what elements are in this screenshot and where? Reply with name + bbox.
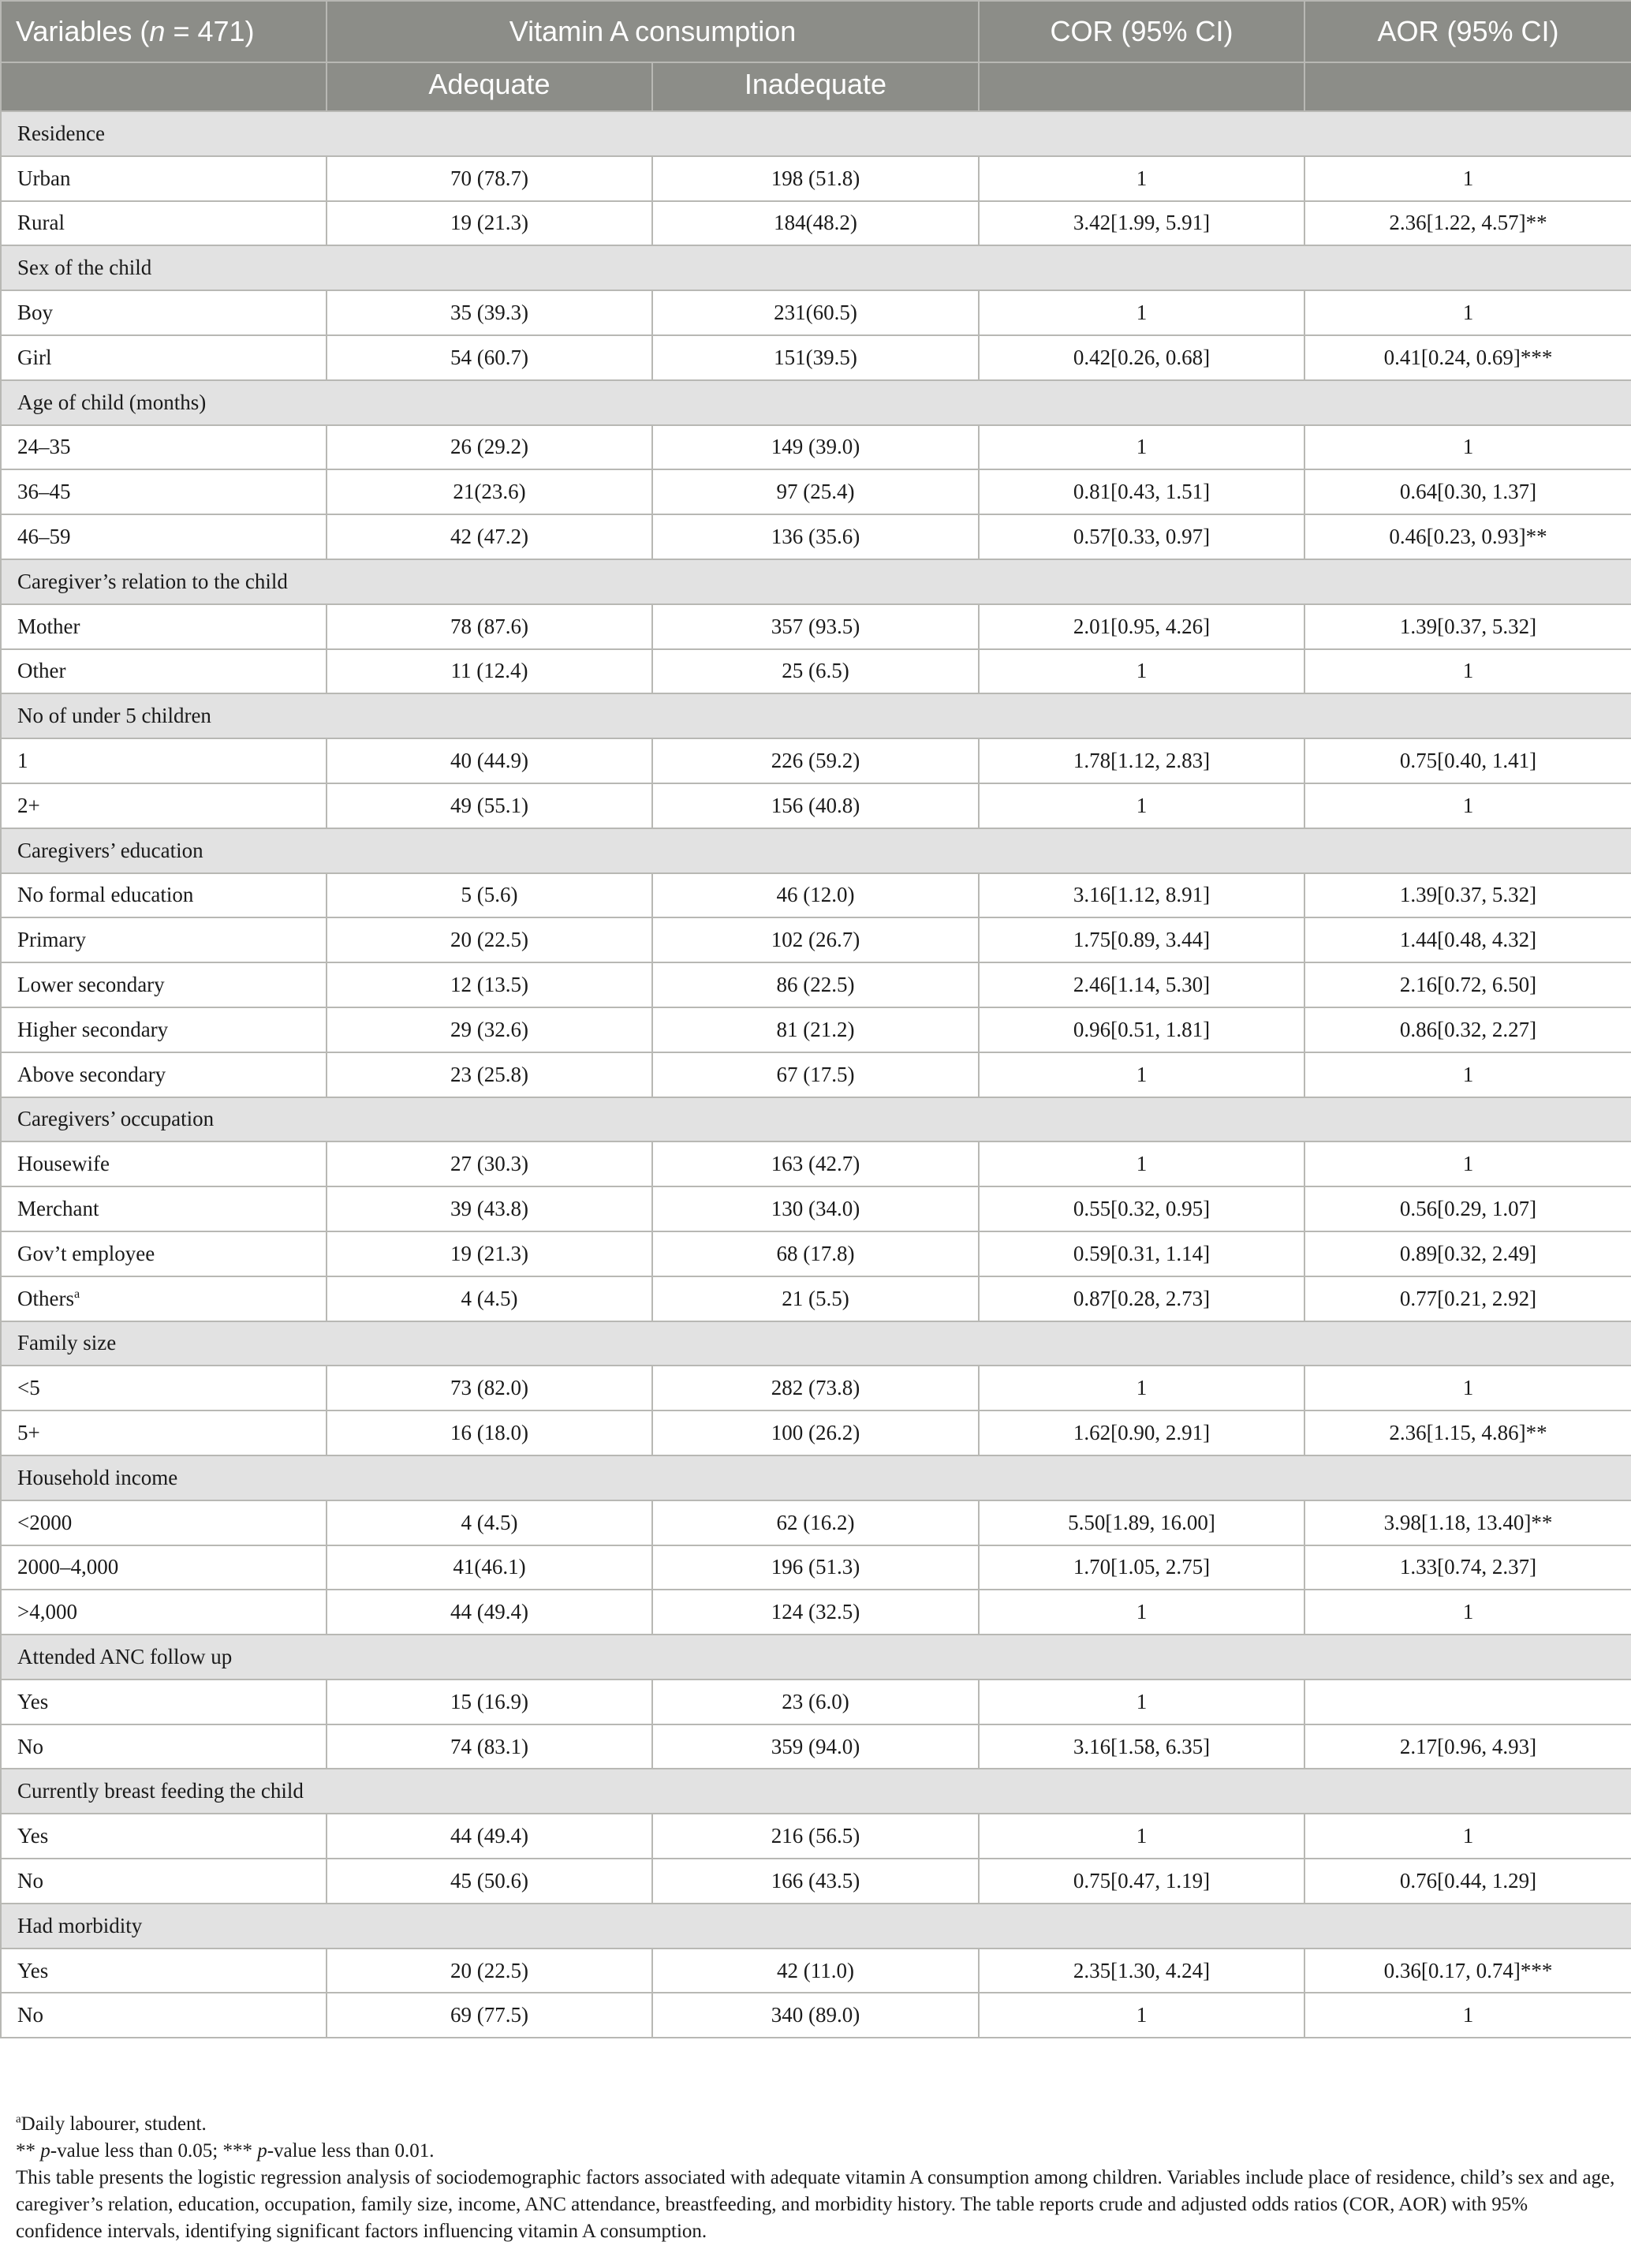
cell-inadequate: 163 (42.7) — [652, 1141, 979, 1186]
table-row — [1, 738, 1631, 783]
row-label — [1, 1993, 327, 2038]
table-row — [1, 514, 1631, 559]
cell-adequate: 78 (87.6) — [327, 604, 652, 649]
row-label-text: 1 — [17, 749, 28, 773]
cell-adequate: 45 (50.6) — [327, 1859, 652, 1904]
cell-aor: 2.16[0.72, 6.50] — [1304, 962, 1631, 1007]
row-label — [1, 1186, 327, 1231]
cell-aor: 0.77[0.21, 2.92] — [1304, 1276, 1631, 1321]
row-label-text: Boy — [17, 301, 54, 325]
cell-adequate: 4 (4.5) — [327, 1500, 652, 1545]
table-row — [1, 201, 1631, 246]
table-row — [1, 1186, 1631, 1231]
cell-cor: 3.16[1.58, 6.35] — [979, 1724, 1304, 1769]
cell-aor: 1 — [1304, 1366, 1631, 1410]
row-label — [1, 201, 327, 246]
cell-aor: 0.76[0.44, 1.29] — [1304, 1859, 1631, 1904]
cell-inadequate: 124 (32.5) — [652, 1590, 979, 1635]
header-inadequate: Inadequate — [652, 62, 979, 111]
section-title: Attended ANC follow up — [1, 1635, 1631, 1680]
cell-adequate: 19 (21.3) — [327, 201, 652, 246]
row-label — [1, 1366, 327, 1410]
cell-cor: 0.57[0.33, 0.97] — [979, 514, 1304, 559]
section-row — [1, 1769, 1631, 1814]
row-label-text: No — [17, 2003, 43, 2027]
table-row — [1, 1052, 1631, 1097]
cell-cor: 1 — [979, 1141, 1304, 1186]
table-row — [1, 1410, 1631, 1455]
cell-inadequate: 196 (51.3) — [652, 1545, 979, 1590]
row-label-text: 46–59 — [17, 525, 71, 549]
section-title: Household income — [1, 1455, 1631, 1500]
cell-cor: 1 — [979, 1590, 1304, 1635]
cell-inadequate: 130 (34.0) — [652, 1186, 979, 1231]
cell-aor: 0.86[0.32, 2.27] — [1304, 1007, 1631, 1052]
cell-adequate: 74 (83.1) — [327, 1724, 652, 1769]
cell-adequate: 20 (22.5) — [327, 917, 652, 962]
cell-inadequate: 166 (43.5) — [652, 1859, 979, 1904]
row-label-text: No — [17, 1734, 43, 1758]
table-row — [1, 1724, 1631, 1769]
cell-cor: 1 — [979, 1680, 1304, 1724]
row-label-text: 5+ — [17, 1421, 40, 1444]
cell-aor: 0.75[0.40, 1.41] — [1304, 738, 1631, 783]
cell-cor: 1 — [979, 156, 1304, 201]
cell-inadequate: 25 (6.5) — [652, 649, 979, 694]
header-blank — [1304, 62, 1631, 111]
section-row — [1, 1635, 1631, 1680]
cell-aor: 1 — [1304, 1052, 1631, 1097]
cell-inadequate: 216 (56.5) — [652, 1814, 979, 1859]
cell-cor: 1 — [979, 290, 1304, 335]
header-blank — [1, 62, 327, 111]
row-label-text: No — [17, 1868, 43, 1892]
cell-adequate: 44 (49.4) — [327, 1814, 652, 1859]
cell-adequate: 40 (44.9) — [327, 738, 652, 783]
cell-adequate: 27 (30.3) — [327, 1141, 652, 1186]
header-row-2 — [1, 62, 1631, 111]
cell-adequate: 41(46.1) — [327, 1545, 652, 1590]
table-row — [1, 290, 1631, 335]
cell-aor: 1.44[0.48, 4.32] — [1304, 917, 1631, 962]
row-label-text: >4,000 — [17, 1600, 77, 1624]
cell-cor: 3.42[1.99, 5.91] — [979, 201, 1304, 246]
row-label-text: Girl — [17, 345, 52, 369]
cell-aor: 0.56[0.29, 1.07] — [1304, 1186, 1631, 1231]
section-title: No of under 5 children — [1, 693, 1631, 738]
table-row — [1, 962, 1631, 1007]
row-label — [1, 1276, 327, 1321]
table-row — [1, 917, 1631, 962]
section-title: Sex of the child — [1, 245, 1631, 290]
cell-aor: 2.17[0.96, 4.93] — [1304, 1724, 1631, 1769]
cell-adequate: 39 (43.8) — [327, 1186, 652, 1231]
cell-aor: 1 — [1304, 1590, 1631, 1635]
section-row — [1, 559, 1631, 604]
row-label — [1, 335, 327, 380]
cell-inadequate: 81 (21.2) — [652, 1007, 979, 1052]
cell-aor: 1.33[0.74, 2.37] — [1304, 1545, 1631, 1590]
cell-adequate: 20 (22.5) — [327, 1949, 652, 1993]
row-label-text: 2000–4,000 — [17, 1555, 119, 1579]
cell-cor: 0.96[0.51, 1.81] — [979, 1007, 1304, 1052]
cell-cor: 1 — [979, 1993, 1304, 2038]
row-label — [1, 1949, 327, 1993]
cell-inadequate: 21 (5.5) — [652, 1276, 979, 1321]
cell-cor: 1 — [979, 1366, 1304, 1410]
cell-cor: 1 — [979, 783, 1304, 828]
row-label-text: Primary — [17, 928, 86, 952]
table-footnotes — [16, 2111, 1617, 2245]
cell-aor: 0.36[0.17, 0.74]*** — [1304, 1949, 1631, 1993]
section-title: Caregivers’ education — [1, 828, 1631, 873]
cell-cor: 1.62[0.90, 2.91] — [979, 1410, 1304, 1455]
row-label-text: Merchant — [17, 1197, 99, 1221]
section-row — [1, 828, 1631, 873]
cell-aor: 1 — [1304, 649, 1631, 694]
cell-inadequate: 149 (39.0) — [652, 425, 979, 470]
cell-inadequate: 226 (59.2) — [652, 738, 979, 783]
row-label-text: 2+ — [17, 793, 40, 817]
cell-cor: 1 — [979, 649, 1304, 694]
row-label — [1, 1500, 327, 1545]
footnote-significance: ** p-value less than 0.05; *** p-value less than 0.01. — [16, 2140, 435, 2162]
table-row — [1, 1949, 1631, 1993]
row-label-text: Gov’t employee — [17, 1241, 155, 1265]
row-label — [1, 873, 327, 918]
row-label-text: <2000 — [17, 1510, 73, 1534]
cell-cor: 1 — [979, 1814, 1304, 1859]
header-cor: COR (95% CI) — [979, 1, 1304, 62]
row-label — [1, 1859, 327, 1904]
cell-adequate: 35 (39.3) — [327, 290, 652, 335]
cell-aor: 0.46[0.23, 0.93]** — [1304, 514, 1631, 559]
row-label-text: Yes — [17, 1824, 49, 1848]
table-row — [1, 1500, 1631, 1545]
table-row — [1, 649, 1631, 694]
row-label — [1, 738, 327, 783]
cell-aor: 1 — [1304, 1141, 1631, 1186]
cell-inadequate: 67 (17.5) — [652, 1052, 979, 1097]
cell-cor: 0.75[0.47, 1.19] — [979, 1859, 1304, 1904]
footnote-a: $^a$Daily labourer, student. — [16, 2113, 207, 2135]
section-title: Age of child (months) — [1, 380, 1631, 425]
row-label-text: Above secondary — [17, 1062, 166, 1086]
cell-inadequate: 136 (35.6) — [652, 514, 979, 559]
cell-inadequate: 23 (6.0) — [652, 1680, 979, 1724]
header-aor: AOR (95% CI) — [1304, 1, 1631, 62]
row-label — [1, 1724, 327, 1769]
cell-cor: 2.35[1.30, 4.24] — [979, 1949, 1304, 1993]
cell-aor: 1 — [1304, 156, 1631, 201]
cell-adequate: 26 (29.2) — [327, 425, 652, 470]
cell-aor: 1.39[0.37, 5.32] — [1304, 873, 1631, 918]
cell-cor: 3.16[1.12, 8.91] — [979, 873, 1304, 918]
table-body — [1, 111, 1631, 2038]
section-title: Residence — [1, 111, 1631, 156]
row-label — [1, 1141, 327, 1186]
section-title: Caregiver’s relation to the child — [1, 559, 1631, 604]
cell-adequate: 44 (49.4) — [327, 1590, 652, 1635]
section-row — [1, 1904, 1631, 1949]
section-row — [1, 1455, 1631, 1500]
cell-aor: 0.41[0.24, 0.69]*** — [1304, 335, 1631, 380]
cell-adequate: 69 (77.5) — [327, 1993, 652, 2038]
cell-cor: 0.87[0.28, 2.73] — [979, 1276, 1304, 1321]
row-label — [1, 1052, 327, 1097]
cell-cor: 2.46[1.14, 5.30] — [979, 962, 1304, 1007]
cell-inadequate: 62 (16.2) — [652, 1500, 979, 1545]
cell-cor: 1.78[1.12, 2.83] — [979, 738, 1304, 783]
cell-aor: 2.36[1.15, 4.86]** — [1304, 1410, 1631, 1455]
cell-cor: 2.01[0.95, 4.26] — [979, 604, 1304, 649]
cell-adequate: 49 (55.1) — [327, 783, 652, 828]
table-row — [1, 1590, 1631, 1635]
table-row — [1, 604, 1631, 649]
cell-adequate: 70 (78.7) — [327, 156, 652, 201]
cell-adequate: 15 (16.9) — [327, 1680, 652, 1724]
row-label — [1, 514, 327, 559]
cell-cor: 5.50[1.89, 16.00] — [979, 1500, 1304, 1545]
footnote-marker: a — [73, 1286, 80, 1301]
row-label — [1, 917, 327, 962]
section-row — [1, 1321, 1631, 1366]
cell-inadequate: 231(60.5) — [652, 290, 979, 335]
table-row — [1, 1276, 1631, 1321]
cell-adequate: 16 (18.0) — [327, 1410, 652, 1455]
cell-adequate: 5 (5.6) — [327, 873, 652, 918]
cell-inadequate: 198 (51.8) — [652, 156, 979, 201]
row-label-text: 24–35 — [17, 435, 71, 459]
row-label — [1, 1680, 327, 1724]
row-label-text: Higher secondary — [17, 1017, 169, 1041]
section-row — [1, 693, 1631, 738]
header-variables: Variables (n = 471) — [1, 1, 327, 62]
row-label-text: No formal education — [17, 883, 194, 907]
row-label — [1, 1410, 327, 1455]
row-label-text: 36–45 — [17, 480, 71, 504]
row-label-text: Other — [17, 659, 66, 683]
row-label — [1, 1231, 327, 1276]
cell-inadequate: 151(39.5) — [652, 335, 979, 380]
cell-cor: 1 — [979, 425, 1304, 470]
table-row — [1, 156, 1631, 201]
cell-adequate: 29 (32.6) — [327, 1007, 652, 1052]
table-row — [1, 1231, 1631, 1276]
cell-aor: 1 — [1304, 290, 1631, 335]
cell-aor: 3.98[1.18, 13.40]** — [1304, 1500, 1631, 1545]
table-row — [1, 335, 1631, 380]
table-row — [1, 1007, 1631, 1052]
row-label — [1, 1545, 327, 1590]
cell-cor: 1.75[0.89, 3.44] — [979, 917, 1304, 962]
cell-adequate: 19 (21.3) — [327, 1231, 652, 1276]
cell-inadequate: 100 (26.2) — [652, 1410, 979, 1455]
cell-adequate: 73 (82.0) — [327, 1366, 652, 1410]
row-label — [1, 962, 327, 1007]
cell-cor: 0.59[0.31, 1.14] — [979, 1231, 1304, 1276]
cell-inadequate: 156 (40.8) — [652, 783, 979, 828]
cell-inadequate: 46 (12.0) — [652, 873, 979, 918]
table-row — [1, 783, 1631, 828]
row-label — [1, 604, 327, 649]
table-row — [1, 1680, 1631, 1724]
cell-aor: 0.89[0.32, 2.49] — [1304, 1231, 1631, 1276]
cell-cor: 0.55[0.32, 0.95] — [979, 1186, 1304, 1231]
cell-aor: 1.39[0.37, 5.32] — [1304, 604, 1631, 649]
row-label — [1, 469, 327, 514]
row-label — [1, 156, 327, 201]
table-row — [1, 1814, 1631, 1859]
header-blank — [979, 62, 1304, 111]
table-row — [1, 1859, 1631, 1904]
cell-adequate: 23 (25.8) — [327, 1052, 652, 1097]
cell-cor: 0.42[0.26, 0.68] — [979, 335, 1304, 380]
row-label-text: Lower secondary — [17, 973, 165, 997]
cell-inadequate: 340 (89.0) — [652, 1993, 979, 2038]
cell-inadequate: 86 (22.5) — [652, 962, 979, 1007]
row-label-text: Yes — [17, 1958, 49, 1982]
row-label-text: <5 — [17, 1376, 40, 1400]
row-label — [1, 425, 327, 470]
cell-aor: 1 — [1304, 1993, 1631, 2038]
cell-inadequate: 359 (94.0) — [652, 1724, 979, 1769]
row-label — [1, 649, 327, 694]
cell-aor: 1 — [1304, 783, 1631, 828]
cell-cor: 1 — [979, 1052, 1304, 1097]
row-label-text: Others — [17, 1286, 74, 1310]
cell-adequate: 54 (60.7) — [327, 335, 652, 380]
row-label-text: Urban — [17, 166, 71, 190]
section-title: Currently breast feeding the child — [1, 1769, 1631, 1814]
cell-adequate: 42 (47.2) — [327, 514, 652, 559]
table-row — [1, 425, 1631, 470]
cell-aor: 2.36[1.22, 4.57]** — [1304, 201, 1631, 246]
cell-aor: 1 — [1304, 1814, 1631, 1859]
cell-inadequate: 184(48.2) — [652, 201, 979, 246]
cell-adequate: 4 (4.5) — [327, 1276, 652, 1321]
table-row — [1, 1366, 1631, 1410]
table-description: This table presents the logistic regression analysis of sociodemographic factors associated with adequate vitamin A consumption among children. Variables include place of residence, child’s sex and age, caregiver’s relation, education, occupation, family size, income, ANC attendance, breastfeeding, and morbidity history. The table reports crude and adjusted odds ratios (COR, AOR) with 95% confidence intervals, identifying significant factors influencing vitamin A consumption. — [16, 2167, 1615, 2242]
cell-inadequate: 97 (25.4) — [652, 469, 979, 514]
section-title: Caregivers’ occupation — [1, 1097, 1631, 1142]
row-label — [1, 1590, 327, 1635]
header-adequate: Adequate — [327, 62, 652, 111]
table-row — [1, 1545, 1631, 1590]
row-label-text: Mother — [17, 614, 80, 638]
cell-aor — [1304, 1680, 1631, 1724]
cell-inadequate: 42 (11.0) — [652, 1949, 979, 1993]
cell-cor: 1.70[1.05, 2.75] — [979, 1545, 1304, 1590]
table-row — [1, 469, 1631, 514]
row-label-text: Yes — [17, 1689, 49, 1713]
section-row — [1, 380, 1631, 425]
section-row — [1, 111, 1631, 156]
row-label-text: Rural — [17, 211, 65, 235]
cell-adequate: 12 (13.5) — [327, 962, 652, 1007]
cell-inadequate: 357 (93.5) — [652, 604, 979, 649]
row-label-text: Housewife — [17, 1152, 110, 1176]
cell-inadequate: 102 (26.7) — [652, 917, 979, 962]
table-row — [1, 1141, 1631, 1186]
section-row — [1, 1097, 1631, 1142]
header-vitamin-a-consumption: Vitamin A consumption — [327, 1, 979, 62]
cell-aor: 1 — [1304, 425, 1631, 470]
row-label — [1, 783, 327, 828]
cell-adequate: 21(23.6) — [327, 469, 652, 514]
cell-adequate: 11 (12.4) — [327, 649, 652, 694]
table-row — [1, 1993, 1631, 2038]
cell-cor: 0.81[0.43, 1.51] — [979, 469, 1304, 514]
row-label — [1, 1007, 327, 1052]
section-title: Had morbidity — [1, 1904, 1631, 1949]
cell-inadequate: 68 (17.8) — [652, 1231, 979, 1276]
header-row-1 — [1, 1, 1631, 62]
cell-aor: 0.64[0.30, 1.37] — [1304, 469, 1631, 514]
cell-inadequate: 282 (73.8) — [652, 1366, 979, 1410]
section-row — [1, 245, 1631, 290]
table-row — [1, 873, 1631, 918]
row-label — [1, 290, 327, 335]
section-title: Family size — [1, 1321, 1631, 1366]
row-label — [1, 1814, 327, 1859]
